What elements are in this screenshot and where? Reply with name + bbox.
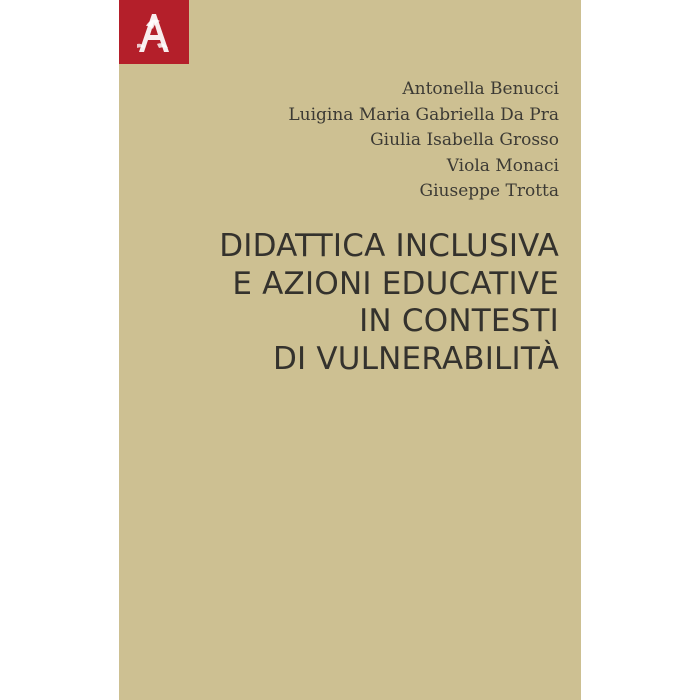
- book-title-line: DIDATTICA INCLUSIVA: [219, 228, 559, 264]
- author-name: Luigina Maria Gabriella Da Pra: [288, 104, 559, 125]
- book-title-line: E AZIONI EDUCATIVE: [232, 265, 559, 302]
- author-name: Antonella Benucci: [402, 79, 559, 99]
- book-title-line: IN CONTESTI: [359, 303, 559, 339]
- author-name: Giuseppe Trotta: [419, 181, 559, 201]
- author-list: [288, 77, 559, 205]
- book-title-line: DI VULNERABILITÀ: [272, 340, 559, 377]
- author-name: Giulia Isabella Grosso: [370, 130, 559, 150]
- publisher-a-logo-icon: [119, 0, 189, 64]
- author-name: Viola Monaci: [446, 155, 559, 176]
- book-cover: [119, 0, 581, 700]
- publisher-logo: [119, 0, 189, 64]
- book-title: [219, 228, 559, 378]
